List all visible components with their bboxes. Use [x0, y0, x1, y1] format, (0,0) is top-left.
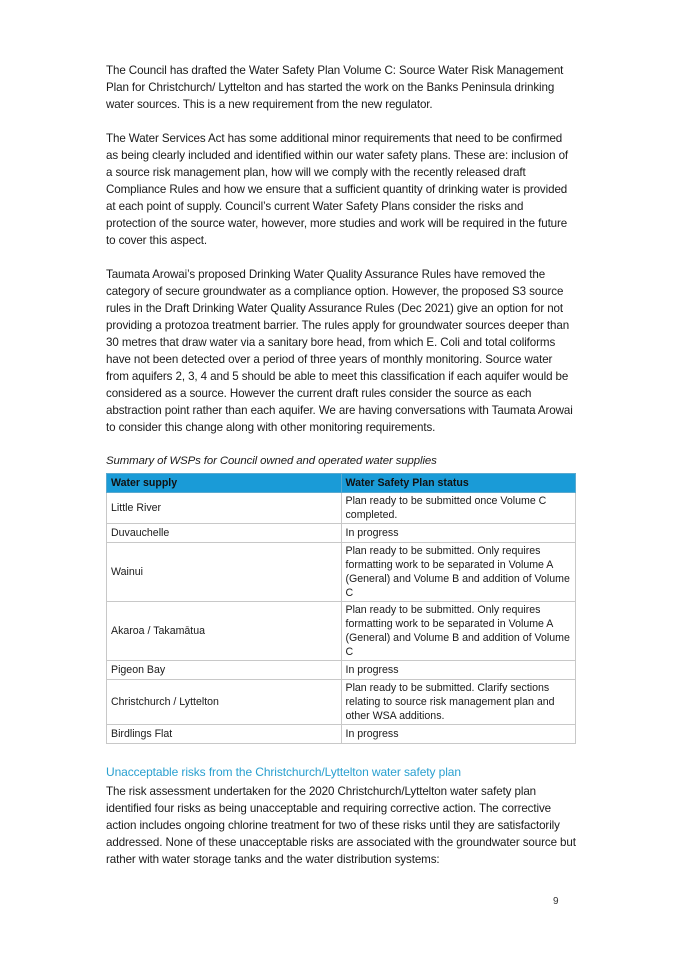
water-supply-cell: Little River [107, 493, 342, 524]
table-row [107, 602, 576, 661]
paragraph-wsp-volume-c: The Council has drafted the Water Safety Plan Volume C: Source Water Risk Management Plan for Christchurch/ Lyttelton and has started the work on the Banks Peninsula drinking water sources. This is a new requirement from the new regulator. [106, 64, 564, 111]
table-header-row [107, 474, 576, 493]
table-row [107, 493, 576, 524]
status-cell: In progress [341, 725, 576, 744]
water-supply-cell: Duvauchelle [107, 524, 342, 543]
status-cell: Plan ready to be submitted once Volume C completed. [341, 493, 576, 524]
table-caption: Summary of WSPs for Council owned and operated water supplies [106, 455, 437, 467]
water-supply-cell: Wainui [107, 543, 342, 602]
water-supply-cell: Pigeon Bay [107, 661, 342, 680]
water-supply-cell: Christchurch / Lyttelton [107, 680, 342, 725]
document-body [106, 62, 576, 885]
table-row [107, 680, 576, 725]
paragraph-risk-assessment: The risk assessment undertaken for the 2020 Christchurch/Lyttelton water safety plan identified four risks as being unacceptable and requiring corrective action. The corrective action includes ongoing chlorine treatment for two of these risks until they are satisfactorily addressed. None of these unacceptable risks are associated with the groundwater source but rather with water storage tanks and the water distribution systems: [106, 785, 576, 866]
status-cell: In progress [341, 661, 576, 680]
wsp-status-table [106, 473, 576, 744]
section-heading: Unacceptable risks from the Christchurch/Lyttelton water safety plan [106, 765, 461, 779]
status-cell: Plan ready to be submitted. Only requires formatting work to be separated in Volume A (General) and Volume B and addition of Volume C [341, 543, 576, 602]
status-cell: Plan ready to be submitted. Clarify sections relating to source risk management plan and other WSA additions. [341, 680, 576, 725]
table-row [107, 725, 576, 744]
table-row [107, 543, 576, 602]
paragraph-quality-assurance-rules: Taumata Arowai’s proposed Drinking Water Quality Assurance Rules have removed the category of secure groundwater as a compliance option. However, the proposed S3 source rules in the Draft Drinking Water Quality Assurance Rules (Dec 2021) give an option for not providing a protozoa treatment barrier. The rules apply for groundwater sources deeper than 30 metres that draw water via a sanitary bore head, from which E. Coli and total coliforms have not been detected over a period of three years of monthly monitoring. Source water from aquifers 2, 3, 4 and 5 should be able to meet this classification if each aquifer would be considered as a source. However the current draft rules consider the source as each abstraction point rather than each aquifer. We are having conversations with Taumata Arowai to consider this change along with other monitoring requirements. [106, 268, 573, 434]
column-header-wsp-status: Water Safety Plan status [341, 474, 576, 493]
page-number: 9 [553, 896, 559, 907]
table-row [107, 661, 576, 680]
status-cell: Plan ready to be submitted. Only requires formatting work to be separated in Volume A (General) and Volume B and addition of Volume C [341, 602, 576, 661]
water-supply-cell: Akaroa / Takamātua [107, 602, 342, 661]
column-header-water-supply: Water supply [107, 474, 342, 493]
table-row [107, 524, 576, 543]
water-supply-cell: Birdlings Flat [107, 725, 342, 744]
status-cell: In progress [341, 524, 576, 543]
paragraph-water-services-act: The Water Services Act has some additional minor requirements that need to be confirmed as being clearly included and identified within our water safety plans. These are: inclusion of a source risk management plan, how will we comply with the recently released draft Compliance Rules and how we ensure that a sufficient quantity of drinking water is provided at each point of supply. Council’s current Water Safety Plans consider the risks and protection of the source water, however, more studies and work will be required in the future to cover this aspect. [106, 132, 569, 247]
